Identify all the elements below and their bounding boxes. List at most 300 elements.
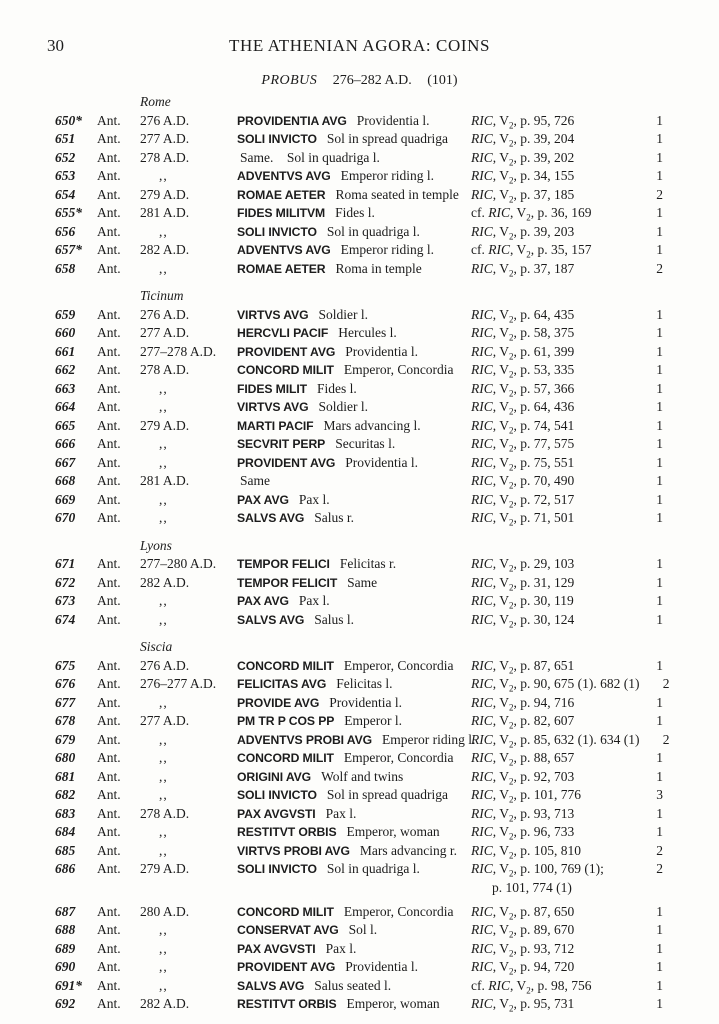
specimen-count: 1 — [656, 805, 663, 821]
reference — [471, 903, 633, 922]
reference-volume: , V — [492, 399, 510, 414]
mint-section — [55, 638, 670, 1014]
reference — [471, 112, 633, 131]
coin-description: Same. Sol in quadriga l. — [240, 149, 380, 165]
catalog-number: 690 — [55, 959, 76, 974]
reference-separator: , — [513, 131, 521, 146]
coin-legend: ADVENTVS PROBI AVG — [237, 732, 372, 747]
reference-volume-sub: 2 — [509, 600, 514, 611]
denomination: Ant. — [97, 454, 121, 470]
reference-line — [471, 657, 575, 676]
mint-section — [55, 537, 663, 630]
catalog-row — [55, 167, 663, 186]
reference-pages: p. 35, 157 — [537, 242, 592, 257]
catalog-row — [55, 842, 663, 861]
coin-legend: SALVS AVG — [237, 978, 305, 993]
reference-volume: , V — [492, 186, 510, 202]
denomination: Ant. — [97, 824, 121, 839]
denomination: Ant. — [97, 593, 121, 608]
reference-separator: , — [513, 343, 521, 359]
coin-legend: SALVS AVG — [237, 511, 305, 525]
legend-cell — [237, 380, 471, 399]
reference-line — [471, 574, 575, 593]
specimen-count: 2 — [656, 260, 663, 276]
reference-line — [471, 306, 575, 325]
reference-line — [471, 380, 575, 399]
coin-description: Mars advancing l. — [323, 417, 421, 433]
reference-separator: , — [513, 657, 521, 673]
coin-description: Securitas l. — [335, 436, 396, 451]
catalog-number: 687 — [55, 903, 76, 919]
date: 277–278 A.D. — [140, 343, 217, 359]
reference-volume-sub: 2 — [509, 929, 514, 940]
catalog-number: 658 — [55, 260, 76, 276]
reference-volume: , V — [510, 977, 527, 993]
legend-cell — [237, 167, 471, 186]
reference-volume: , V — [492, 149, 510, 165]
reference-pages: p. 39, 204 — [520, 131, 575, 146]
date: ,, — [159, 959, 168, 974]
coin-description: Emperor, Concordia — [343, 362, 454, 377]
reference-separator: , — [513, 593, 521, 608]
reference-pages: p. 58, 375 — [520, 325, 575, 340]
specimen-count: 1 — [656, 611, 663, 627]
specimen-count: 1 — [656, 713, 663, 728]
specimen-count: 1 — [656, 112, 663, 128]
reference-volume: , V — [492, 787, 510, 802]
reference-volume-sub: 2 — [509, 683, 514, 694]
catalog-row — [55, 731, 670, 750]
reference — [471, 472, 633, 491]
coin-legend: PM TR P COS PP — [237, 714, 335, 728]
reference-separator: , — [513, 556, 521, 571]
denomination: Ant. — [97, 112, 121, 128]
reference-volume: , V — [492, 436, 510, 451]
reference-line — [471, 787, 582, 805]
reference-work: RIC — [471, 112, 493, 128]
reference — [471, 940, 633, 959]
reference-volume: , V — [492, 417, 510, 433]
coin-legend: MARTI PACIF — [237, 418, 314, 433]
coin-description: Felicitas r. — [339, 556, 397, 571]
specimen-count: 1 — [656, 977, 663, 993]
date: 279 A.D. — [140, 861, 190, 876]
coin-description: Pax l. — [325, 940, 357, 956]
reference-work: RIC — [471, 131, 493, 146]
denomination: Ant. — [97, 380, 121, 396]
date: ,, — [159, 260, 168, 276]
reference-separator: , — [513, 824, 521, 839]
reference — [471, 398, 633, 417]
catalog-row — [55, 555, 663, 574]
denomination: Ant. — [97, 343, 121, 359]
reference-volume-sub: 2 — [509, 582, 514, 593]
reference-pages: p. 82, 607 — [520, 713, 575, 728]
date: ,, — [159, 399, 168, 414]
coin-description: Emperor l. — [344, 713, 402, 728]
legend-cell — [237, 995, 471, 1014]
reference-separator: , — [513, 750, 521, 765]
date: 278 A.D. — [140, 362, 190, 377]
specimen-count: 1 — [656, 574, 663, 590]
reference-separator: , — [530, 205, 538, 220]
coin-legend: TEMPOR FELICIT — [237, 575, 338, 590]
reference-pages: p. 29, 103 — [520, 556, 575, 571]
reference-pages: p. 75, 551 — [520, 454, 575, 470]
reference-separator: , — [513, 713, 521, 728]
coin-legend: SALVS AVG — [237, 612, 305, 627]
date: 279 A.D. — [140, 186, 190, 202]
specimen-count: 1 — [656, 996, 663, 1011]
reference-separator: , — [513, 112, 521, 128]
reference-work: RIC — [471, 417, 493, 433]
date: ,, — [159, 940, 168, 956]
denomination: Ant. — [97, 959, 121, 974]
catalog-number: 653 — [55, 168, 76, 183]
coin-legend: ORIGINI AVG — [237, 769, 312, 784]
reference-volume-sub: 2 — [509, 369, 514, 380]
date: 280 A.D. — [140, 903, 190, 919]
reference — [471, 768, 633, 787]
date: ,, — [159, 824, 168, 839]
legend-cell — [237, 749, 471, 768]
catalog-number: 662 — [55, 362, 76, 377]
legend-cell — [237, 186, 471, 205]
reference-pages: p. 98, 756 — [537, 977, 592, 993]
reference-separator: , — [513, 186, 521, 202]
catalog-number: 680 — [55, 750, 76, 765]
denomination: Ant. — [97, 861, 121, 876]
denomination: Ant. — [97, 842, 121, 858]
reference-work: RIC — [471, 556, 493, 571]
catalog-row — [55, 472, 663, 491]
reference-line — [471, 731, 640, 750]
coin-description: Sol in quadriga l. — [326, 861, 420, 876]
reference-separator: , — [513, 768, 521, 784]
catalog-number: 667 — [55, 454, 76, 470]
reference-volume-sub: 2 — [509, 388, 514, 399]
reference — [471, 361, 633, 380]
reference — [471, 712, 633, 731]
reference-work: RIC — [471, 260, 493, 276]
catalog-row — [55, 860, 663, 896]
specimen-count: 1 — [656, 556, 663, 571]
reference-volume: , V — [492, 805, 510, 821]
reference-volume: , V — [492, 593, 510, 608]
legend-cell — [237, 491, 471, 510]
date: 279 A.D. — [140, 417, 190, 433]
reference-work: RIC — [471, 168, 493, 183]
reference-volume: , V — [510, 242, 527, 257]
reference — [471, 555, 633, 574]
coin-description: Salus seated l. — [314, 977, 392, 993]
reference-separator: , — [513, 861, 521, 876]
legend-cell — [237, 343, 471, 362]
catalog-row — [55, 306, 663, 325]
legend-cell — [237, 657, 471, 676]
date: ,, — [159, 223, 168, 239]
reference-line — [471, 805, 575, 824]
specimen-count: 1 — [656, 417, 663, 433]
reference-work: RIC — [471, 343, 493, 359]
catalog-number: 659 — [55, 306, 76, 322]
reference — [471, 611, 633, 630]
coin-legend: ADVENTVS AVG — [237, 169, 331, 183]
reference-line — [471, 362, 575, 380]
catalog-row — [55, 592, 663, 611]
reference-separator: , — [530, 242, 538, 257]
coin-description: Salus l. — [314, 611, 355, 627]
catalog-number: 682 — [55, 787, 76, 802]
coin-description: Providentia l. — [356, 112, 430, 128]
catalog-row — [55, 958, 663, 977]
reference-separator: , — [513, 436, 521, 451]
catalog-number: 666 — [55, 436, 76, 451]
reference-volume-sub: 2 — [509, 831, 514, 842]
catalog-row — [55, 260, 663, 279]
specimen-count: 1 — [656, 694, 663, 710]
date: ,, — [159, 768, 168, 784]
reference-separator: , — [513, 903, 521, 919]
emperor-name: PROBUS — [261, 73, 318, 88]
reference — [471, 223, 633, 242]
coin-legend: FIDES MILIT — [237, 381, 307, 396]
coin-legend: PROVIDENT AVG — [237, 344, 336, 359]
coin-description: Pax l. — [298, 593, 330, 608]
reference-volume-sub: 2 — [509, 138, 514, 149]
reference-pages: p. 36, 169 — [537, 205, 592, 220]
reference-line — [471, 454, 575, 473]
coin-legend: RESTITVT ORBIS — [237, 825, 337, 839]
reference-volume: , V — [510, 205, 527, 220]
coin-legend: PROVIDENT AVG — [237, 960, 336, 974]
catalog-number: 670 — [55, 510, 76, 525]
specimen-count: 1 — [656, 325, 663, 340]
catalog-row — [55, 657, 663, 676]
reference-line — [471, 149, 575, 168]
reference-line — [471, 343, 575, 362]
coin-description: Emperor riding l. — [340, 242, 434, 257]
legend-cell — [237, 417, 471, 436]
reference-line — [471, 131, 575, 149]
reference-separator: , — [513, 805, 521, 821]
reference-volume: , V — [492, 676, 510, 691]
reference-volume: , V — [492, 959, 510, 974]
reference-separator: , — [513, 473, 521, 488]
reference-line — [471, 903, 575, 922]
reference-volume: , V — [492, 473, 510, 488]
reference-volume: , V — [492, 750, 510, 765]
reference-volume: , V — [492, 922, 510, 937]
reference-volume: , V — [492, 768, 510, 784]
reference-pages: p. 70, 490 — [520, 473, 575, 488]
coin-description: Providentia l. — [329, 694, 402, 710]
legend-cell — [237, 768, 471, 787]
denomination: Ant. — [97, 787, 121, 802]
reference-pages: p. 64, 436 — [520, 399, 575, 414]
catalog-number: 660 — [55, 325, 76, 340]
catalog-number: 676 — [55, 676, 76, 691]
specimen-count: 1 — [656, 959, 663, 974]
reference-volume: , V — [492, 131, 510, 146]
reference — [471, 241, 633, 260]
reference-separator: , — [513, 380, 521, 396]
reference-work: RIC — [471, 186, 493, 202]
catalog-number: 688 — [55, 922, 76, 937]
reference-pages: p. 39, 203 — [520, 223, 575, 239]
coin-description: Sol in spread quadriga — [326, 131, 448, 146]
catalog-row — [55, 712, 663, 731]
catalog-number: 689 — [55, 940, 76, 956]
specimen-count: 1 — [656, 131, 663, 146]
legend-cell — [237, 823, 471, 842]
coin-description: Roma in temple — [335, 260, 422, 276]
date: ,, — [159, 731, 168, 747]
catalog-number: 673 — [55, 593, 76, 608]
reference-work: RIC — [471, 694, 493, 710]
reference-volume: , V — [492, 112, 510, 128]
specimen-count: 1 — [656, 380, 663, 396]
reference-volume-sub: 2 — [509, 911, 514, 922]
reference-volume: , V — [492, 343, 510, 359]
coin-description: Soldier l. — [318, 306, 368, 322]
reference-volume: , V — [492, 903, 510, 919]
reference-work: RIC — [471, 805, 493, 821]
reference-volume: , V — [492, 223, 510, 239]
coin-legend: RESTITVT ORBIS — [237, 997, 337, 1011]
reference-pages: p. 37, 187 — [520, 260, 575, 276]
mint-name: Rome — [140, 94, 171, 109]
catalog-number: 692 — [55, 996, 76, 1011]
reference-work: RIC — [471, 842, 493, 858]
reference-line — [471, 112, 575, 131]
reference-line — [471, 611, 575, 630]
reference-volume: , V — [492, 510, 510, 525]
denomination: Ant. — [97, 694, 121, 710]
reference-pages: p. 30, 124 — [520, 611, 575, 627]
reference — [471, 574, 633, 593]
reference-line — [471, 977, 592, 996]
date: 277–280 A.D. — [140, 556, 217, 571]
coin-legend: SOLI INVICTO — [237, 788, 317, 802]
reference-separator: , — [513, 940, 521, 956]
reference — [471, 592, 633, 611]
denomination: Ant. — [97, 977, 121, 993]
denomination: Ant. — [97, 260, 121, 276]
reference-volume: , V — [492, 996, 510, 1011]
reference-volume-sub: 2 — [509, 120, 514, 131]
legend-cell — [237, 112, 471, 131]
reference-volume: , V — [492, 657, 510, 673]
coin-legend: VIRTVS PROBI AVG — [237, 843, 350, 858]
catalog-number: 668 — [55, 473, 76, 488]
specimen-count: 1 — [656, 750, 663, 765]
catalog-number: 671 — [55, 556, 76, 571]
coin-legend: PAX AVG — [237, 594, 289, 608]
legend-cell — [237, 675, 471, 694]
reference-separator: , — [513, 787, 521, 802]
reference-line — [471, 260, 575, 279]
legend-cell — [237, 731, 476, 750]
reference-volume-sub: 2 — [509, 850, 514, 861]
reference-work: RIC — [471, 713, 493, 728]
catalog-row — [55, 995, 663, 1014]
specimen-count: 1 — [656, 168, 663, 183]
mint-name: Siscia — [140, 639, 173, 654]
reference-work: RIC — [471, 768, 493, 784]
catalog-number: 686 — [55, 861, 76, 876]
legend-cell — [237, 860, 471, 879]
reference-volume-sub: 2 — [509, 665, 514, 676]
coin-legend: SOLI INVICTO — [237, 862, 317, 876]
specimen-count: 2 — [656, 861, 663, 876]
reference-volume: , V — [492, 713, 510, 728]
specimen-count: 1 — [656, 903, 663, 919]
page-number: 30 — [47, 36, 64, 55]
catalog-row — [55, 977, 663, 996]
catalog-number: 685 — [55, 842, 76, 858]
specimen-count: 1 — [656, 306, 663, 322]
reference — [471, 167, 633, 186]
coin-description: Same — [240, 473, 270, 488]
reference — [471, 186, 633, 205]
reference-separator: , — [513, 996, 521, 1011]
reference-line — [471, 922, 575, 940]
date: ,, — [159, 977, 168, 993]
specimen-count: 1 — [656, 454, 663, 470]
coin-legend: ADVENTVS AVG — [237, 243, 331, 257]
legend-cell — [237, 940, 471, 959]
reference-pages: p. 74, 541 — [520, 417, 575, 433]
reference-volume-sub: 2 — [509, 425, 514, 436]
catalog-number: 661 — [55, 343, 76, 359]
denomination: Ant. — [97, 205, 121, 220]
legend-cell — [237, 786, 471, 805]
date: 282 A.D. — [140, 242, 190, 257]
denomination: Ant. — [97, 731, 121, 747]
denomination: Ant. — [97, 149, 121, 165]
legend-cell — [237, 977, 471, 996]
denomination: Ant. — [97, 242, 121, 257]
reference-cf: cf. — [471, 242, 489, 257]
legend-cell — [237, 149, 471, 168]
coin-legend: TEMPOR FELICI — [237, 557, 330, 571]
reference-separator: , — [513, 149, 521, 165]
reference-line — [471, 824, 575, 842]
specimen-count: 1 — [656, 940, 663, 956]
reference-pages: p. 90, 675 (1). 682 (1) — [520, 676, 640, 691]
reference-work: RIC — [471, 861, 493, 876]
catalog-row — [55, 694, 663, 713]
date: ,, — [159, 611, 168, 627]
legend-cell — [237, 361, 471, 380]
reference-volume: , V — [492, 306, 510, 322]
reference-volume: , V — [492, 861, 510, 876]
reference-volume: , V — [492, 260, 510, 276]
reference-line — [471, 417, 575, 436]
legend-cell — [237, 223, 471, 242]
legend-cell — [237, 611, 471, 630]
reference — [471, 509, 633, 528]
specimen-count: 2 — [662, 731, 670, 747]
reference-line — [471, 242, 592, 260]
reference-line — [471, 168, 575, 186]
reference-separator: , — [513, 168, 521, 183]
legend-cell — [237, 435, 471, 454]
reference-pages: p. 88, 657 — [520, 750, 575, 765]
denomination: Ant. — [97, 922, 121, 937]
catalog-row — [55, 768, 663, 787]
